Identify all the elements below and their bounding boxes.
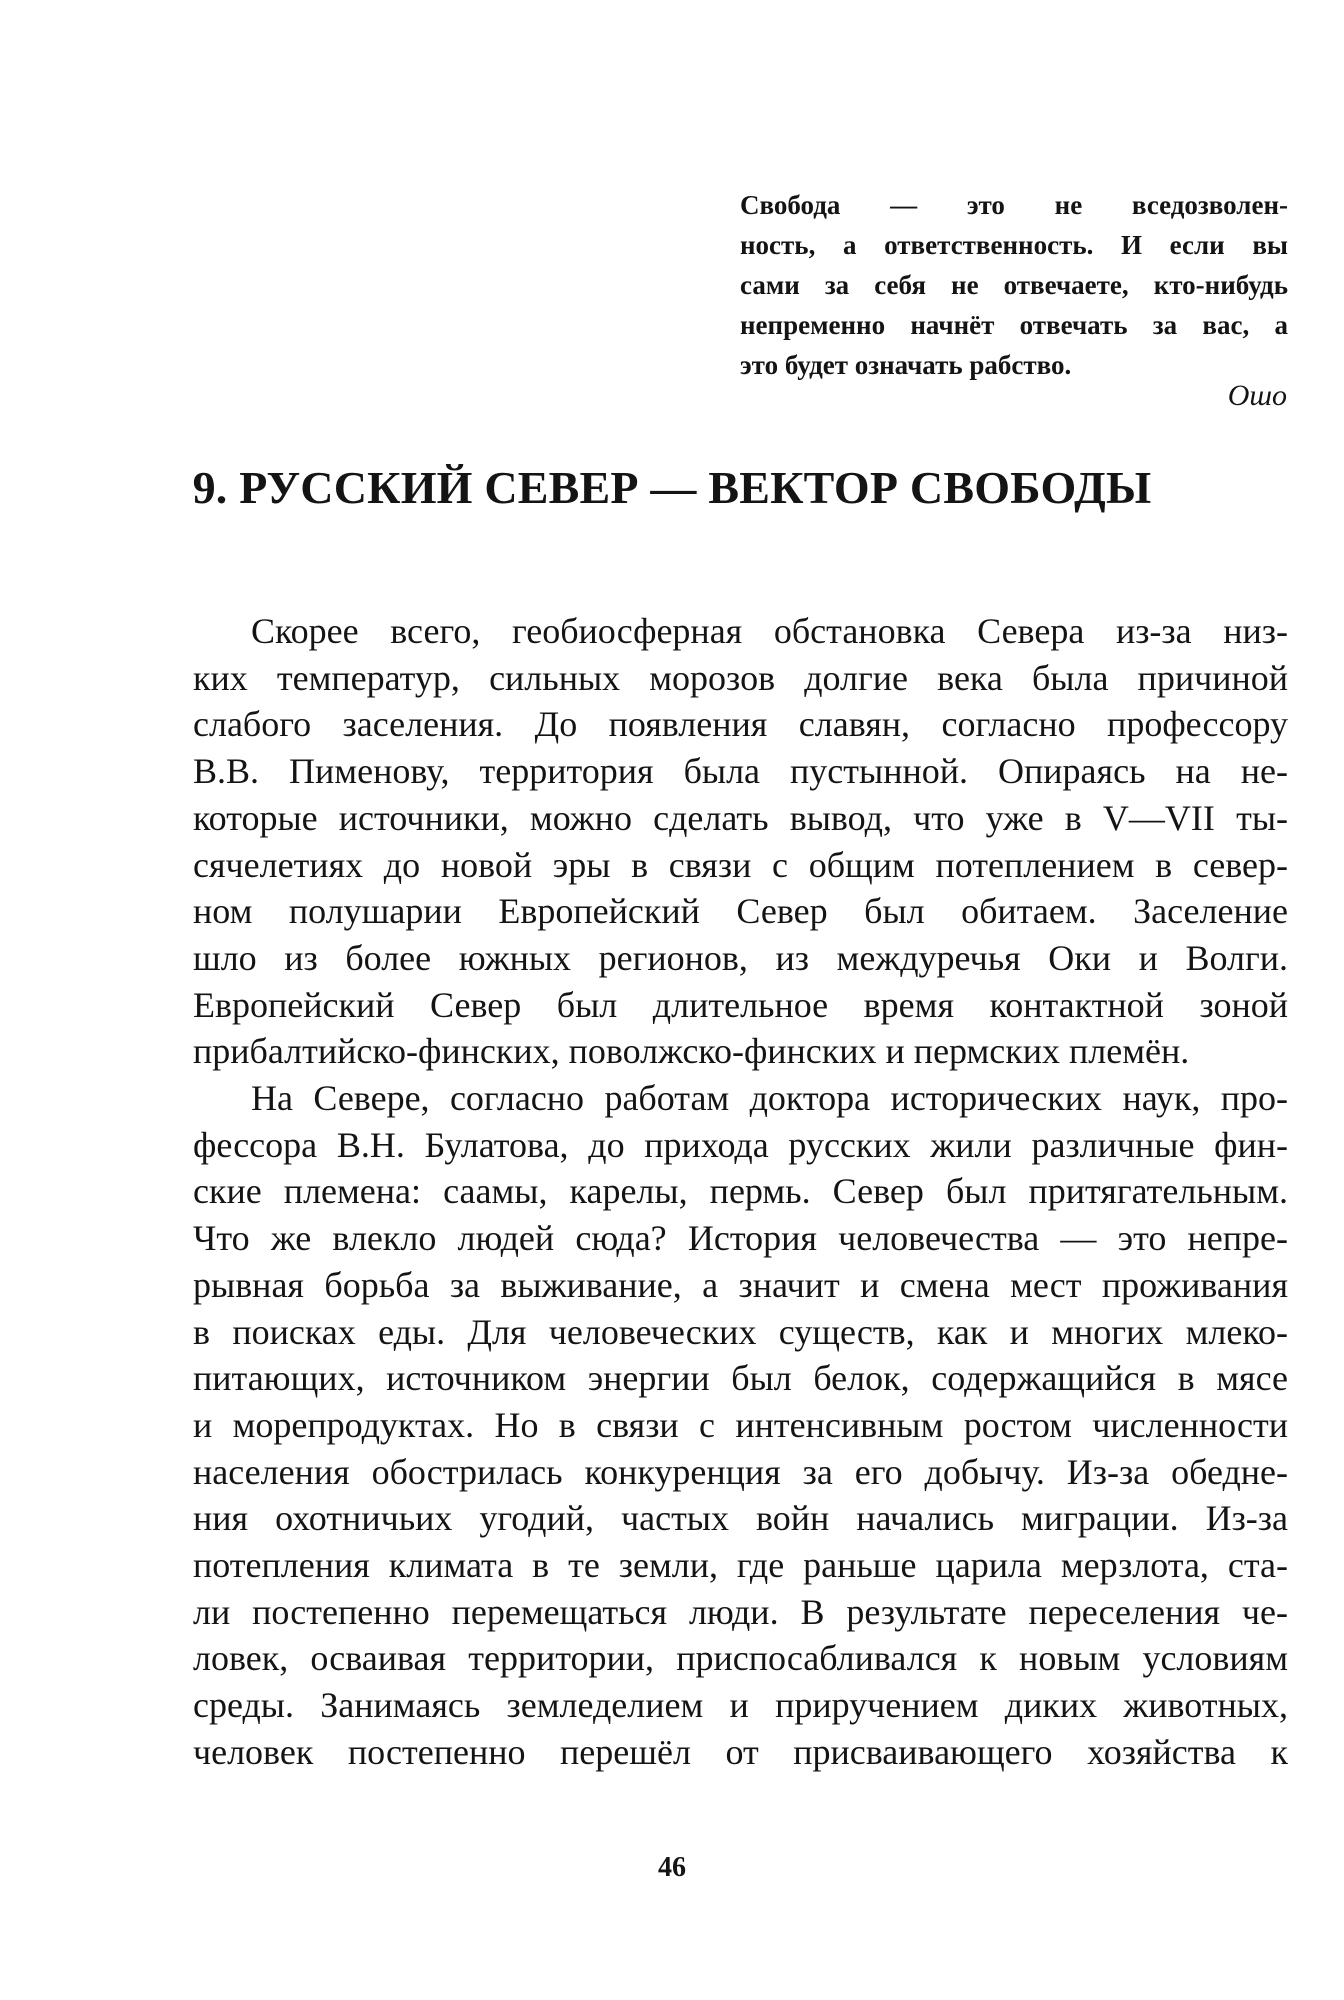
epigraph-line: ность, а ответственность. И если вы (740, 230, 1288, 260)
text-line: ские племена: саамы, карелы, пермь. Север был притягательным. (193, 1171, 1288, 1212)
epigraph-line: сами за себя не отвечаете, кто-нибудь (740, 270, 1288, 300)
paragraph-2 (193, 1075, 1288, 1776)
text-line: слабого заселения. До появления славян, согласно профессору (193, 704, 1288, 745)
text-line: потепления климата в те земли, где раньше царила мерзлота, ста- (193, 1545, 1288, 1586)
text-line: питающих, источником энергии был белок, содержащийся в мясе (193, 1358, 1288, 1399)
text-line: ли постепенно перемещаться люди. В результате переселения че- (193, 1591, 1288, 1632)
epigraph (740, 185, 1288, 385)
text-line: Европейский Север был длительное время контактной зоной (193, 984, 1288, 1025)
page-number: 46 (658, 1852, 686, 1883)
text-line: ном полушарии Европейский Север был обитаем. Заселение (193, 891, 1288, 932)
text-line: населения обострилась конкуренция за его добычу. Из-за обедне- (193, 1451, 1288, 1492)
paragraph-1 (193, 608, 1288, 1075)
epigraph-line: Свобода — это не вседозволен- (740, 190, 1288, 220)
text-line: Скорее всего, геобиосферная обстановка Севера из-за низ- (251, 611, 1288, 651)
text-line: и морепродуктах. Но в связи с интенсивным ростом численности (193, 1404, 1288, 1445)
chapter-title: 9. РУССКИЙ СЕВЕР — ВЕКТОР СВОБОДЫ (192, 462, 1152, 513)
text-line: в поисках еды. Для человеческих существ, как и многих млеко- (193, 1311, 1288, 1352)
text-line: сячелетиях до новой эры в связи с общим потеплением в север- (193, 844, 1288, 885)
text-line: человек постепенно перешёл от присваивающего хозяйства к (193, 1731, 1288, 1772)
text-line: Что же влекло людей сюда? История человечества — это непре- (193, 1218, 1288, 1259)
text-line: На Севере, согласно работам доктора исторических наук, про- (251, 1078, 1288, 1119)
text-line: шло из более южных регионов, из междуречья Оки и Волги. (193, 937, 1288, 978)
text-line: которые источники, можно сделать вывод, что уже в V—VII ты- (193, 797, 1288, 838)
epigraph-line: непременно начнёт отвечать за вас, а (740, 310, 1288, 340)
text-line: ния охотничьих угодий, частых войн начались миграции. Из-за (193, 1498, 1288, 1539)
text-line: ких температур, сильных морозов долгие века была причиной (193, 657, 1288, 698)
text-line: рывная борьба за выживание, а значит и смена мест проживания (193, 1264, 1288, 1305)
text-line: ловек, осваивая территории, приспосабливался к новым условиям (193, 1638, 1288, 1679)
text-line: В.В. Пименову, территория была пустынной. Опираясь на не- (193, 751, 1288, 792)
text-line: прибалтийско-финских, поволжско-финских и пермских племён. (193, 1031, 1190, 1072)
text-line: среды. Занимаясь земледелием и приручением диких животных, (193, 1685, 1288, 1726)
epigraph-author: Ошо (1227, 379, 1287, 412)
body-text (193, 608, 1288, 1776)
epigraph-line: это будет означать рабство. (740, 350, 1072, 380)
text-line: фессора В.Н. Булатова, до прихода русских жили различные фин- (193, 1124, 1288, 1165)
